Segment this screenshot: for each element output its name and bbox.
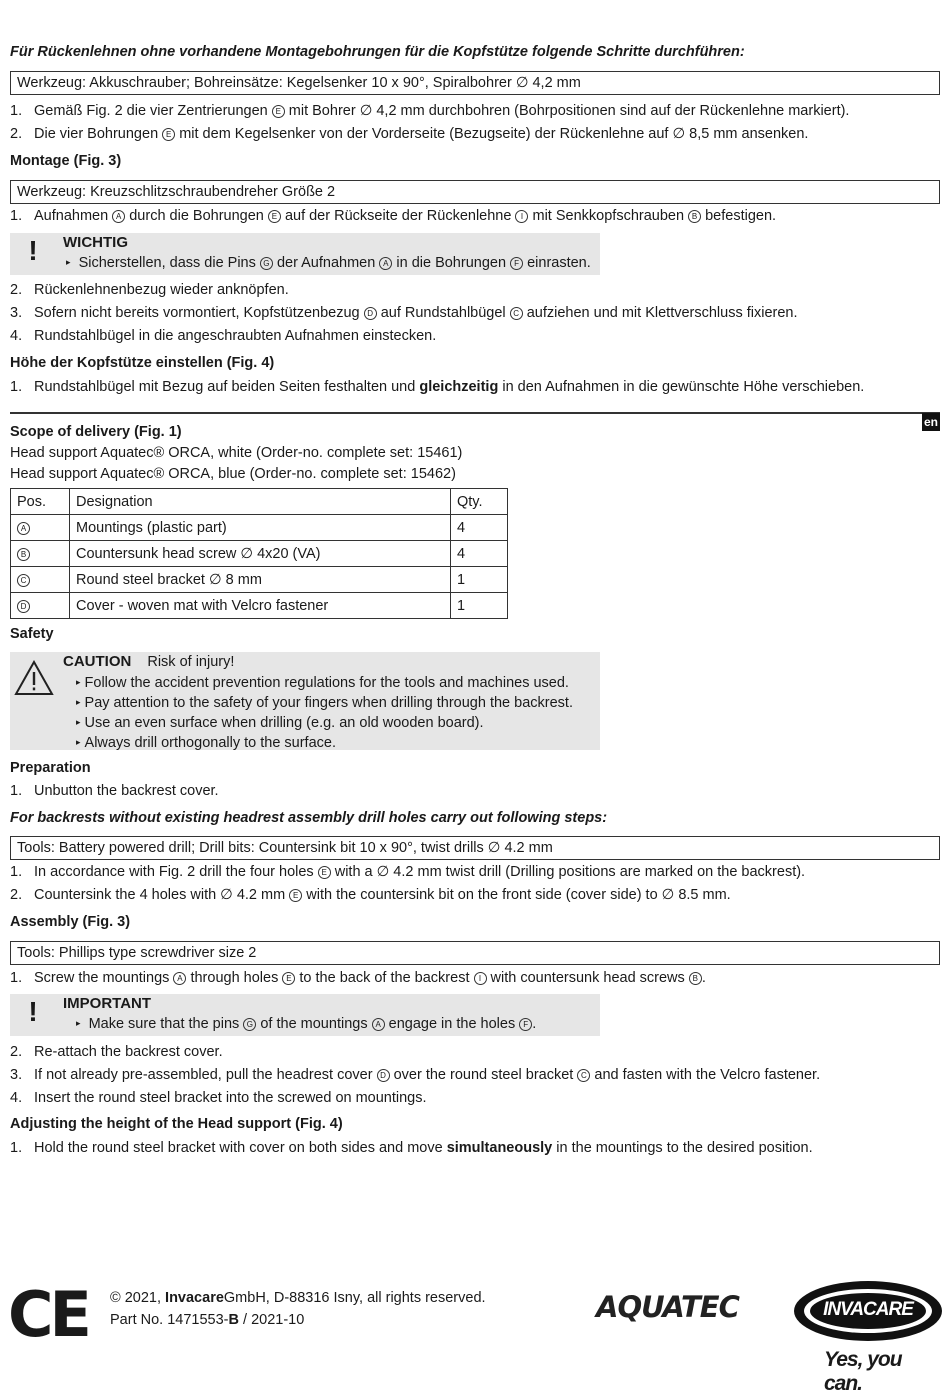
de-assembly-heading: Montage (Fig. 3) — [10, 153, 122, 169]
table-row: D Cover - woven mat with Velcro fastener 1 — [11, 593, 508, 619]
list-item: 1. Aufnahmen A durch die Bohrungen E auf der Rückseite der Rückenlehne I mit Senkkopfschrauben B befestigen. — [10, 208, 777, 224]
de-tools-assembly-label: Werkzeug: — [17, 184, 87, 200]
en-tools-drill-label: Tools: — [17, 840, 55, 856]
marker-e: E — [272, 105, 285, 118]
preparation-heading: Preparation — [10, 760, 91, 776]
de-height-heading: Höhe der Kopfstütze einstellen (Fig. 4) — [10, 355, 275, 371]
en-assembly-steps-rest — [10, 1042, 820, 1108]
footer-text: © 2021, InvacareGmbH, D-88316 Isny, all rights reserved. Part No. 1471553-B / 2021-10 — [110, 1290, 486, 1328]
list-item: 2. Re-attach the backrest cover. — [10, 1044, 223, 1060]
table-header-row: Pos. Designation Qty. — [11, 489, 508, 515]
list-item: ▸ Follow the accident prevention regulations for the tools and machines used. — [76, 674, 573, 694]
list-item: 4. Rundstahlbügel in die angeschraubten Aufnahmen einstecken. — [10, 328, 437, 344]
en-drill-steps — [10, 862, 805, 905]
list-item: 1. Hold the round steel bracket with cover on both sides and move simultaneously in the mountings to the desired position. — [10, 1140, 813, 1156]
de-assembly-steps-rest — [10, 280, 798, 346]
safety-heading: Safety — [10, 626, 54, 642]
en-important-line: ▸ Make sure that the pins G of the mountings A engage in the holes F . — [76, 1016, 536, 1032]
en-height-heading: Adjusting the height of the Head support (Fig. 4) — [10, 1116, 343, 1132]
en-important-box — [10, 994, 600, 1036]
slogan: Yes, you can. — [824, 1348, 902, 1395]
section-divider — [10, 412, 940, 414]
en-tools-assembly-text: Phillips type screwdriver size 2 — [58, 945, 257, 961]
list-item: 1. Rundstahlbügel mit Bezug auf beiden Seiten festhalten und gleichzeitig in den Aufnahmen in die gewünschte Höhe verschieben. — [10, 379, 865, 395]
delivery-table — [10, 488, 508, 619]
list-item: 3. Sofern nicht bereits vormontiert, Kopfstützenbezug D auf Rundstahlbügel C aufziehen und mit Klettverschluss fixieren. — [10, 305, 798, 321]
list-item: 1. Gemäß Fig. 2 die vier Zentrierungen E mit Bohrer ∅ 4,2 mm durchbohren (Bohrpositionen sind auf der Rückenlehne markiert). — [10, 103, 850, 119]
ce-mark: CE — [8, 1278, 88, 1351]
table-row: A Mountings (plastic part) 4 — [11, 515, 508, 541]
marker-e: E — [162, 128, 175, 141]
de-heading-no-holes: Für Rückenlehnen ohne vorhandene Montagebohrungen für die Kopfstütze folgende Schritte durchführen: — [10, 44, 745, 60]
caution-lines — [76, 674, 573, 754]
language-tab-en: en — [923, 415, 938, 429]
de-important-box — [10, 233, 600, 275]
list-item: 2. Countersink the 4 holes with ∅ 4.2 mm E with the countersink bit on the front side (cover side) to ∅ 8.5 mm. — [10, 887, 731, 903]
scope-line-1: Head support Aquatec® ORCA, white (Order-no. complete set: 15461) — [10, 445, 463, 461]
en-assembly-heading: Assembly (Fig. 3) — [10, 914, 131, 930]
de-important-line: ▸ Sicherstellen, dass die Pins G der Aufnahmen A in die Bohrungen F einrasten. — [66, 255, 591, 271]
de-important-title: WICHTIG — [63, 234, 128, 251]
exclamation-icon: ! — [28, 996, 38, 1027]
table-row: C Round steel bracket ∅ 8 mm 1 — [11, 567, 508, 593]
list-item: 1. In accordance with Fig. 2 drill the four holes E with a ∅ 4.2 mm twist drill (Drilling positions are marked on the backrest). — [10, 864, 806, 880]
list-item: 1. Screw the mountings A through holes E to the back of the backrest I with countersunk head screws B . — [10, 970, 706, 986]
list-item: 3. If not already pre-assembled, pull the headrest cover D over the round steel bracket C and fasten with the Velcro fastener. — [10, 1067, 821, 1083]
list-item: 2. Die vier Bohrungen E mit dem Kegelsenker von der Vorderseite (Bezugseite) der Rückenlehne auf ∅ 8,5 mm ansenken. — [10, 126, 809, 142]
list-item: ▸ Pay attention to the safety of your fingers when drilling through the backrest. — [76, 694, 573, 714]
de-tools-assembly-box — [10, 180, 940, 204]
list-item: ▸ Use an even surface when drilling (e.g. an old wooden board). — [76, 714, 573, 734]
caution-box — [10, 652, 600, 750]
scope-line-2: Head support Aquatec® ORCA, blue (Order-no. complete set: 15462) — [10, 466, 456, 482]
en-tools-assembly-label: Tools: — [17, 945, 55, 961]
caution-subtitle: Risk of injury! — [147, 654, 235, 670]
list-item: 1. Unbutton the backrest cover. — [10, 783, 219, 799]
exclamation-icon: ! — [28, 235, 38, 266]
de-tools-assembly-text: Kreuzschlitzschraubendreher Größe 2 — [90, 184, 336, 200]
list-item: 2. Rückenlehnenbezug wieder anknöpfen. — [10, 282, 289, 298]
list-item: ▸ Always drill orthogonally to the surface. — [76, 734, 573, 754]
invacare-logo: INVACARE — [793, 1280, 943, 1342]
list-item: 4. Insert the round steel bracket into the screwed on mountings. — [10, 1090, 427, 1106]
warning-triangle-icon — [14, 660, 54, 696]
de-tools-drill-label: Werkzeug: — [17, 75, 87, 91]
en-tools-drill-box — [10, 836, 940, 860]
aquatec-logo: AQUATEC — [596, 1290, 739, 1324]
en-heading-no-holes: For backrests without existing headrest assembly drill holes carry out following steps: — [10, 810, 608, 826]
scope-heading: Scope of delivery (Fig. 1) — [10, 424, 182, 440]
caution-title: CAUTION — [63, 653, 132, 670]
de-tools-drill-box — [10, 71, 940, 95]
en-tools-assembly-box — [10, 941, 940, 965]
table-row: B Countersunk head screw ∅ 4x20 (VA) 4 — [11, 541, 508, 567]
en-tools-drill-text: Battery powered drill; Drill bits: Countersink bit 10 x 90°, twist drills ∅ 4.2 mm — [58, 840, 553, 856]
de-tools-drill-text: Akkuschrauber; Bohreinsätze: Kegelsenker 10 x 90°, Spiralbohrer ∅ 4,2 mm — [89, 75, 581, 91]
de-drill-steps — [10, 101, 849, 144]
en-important-title: IMPORTANT — [63, 995, 152, 1012]
